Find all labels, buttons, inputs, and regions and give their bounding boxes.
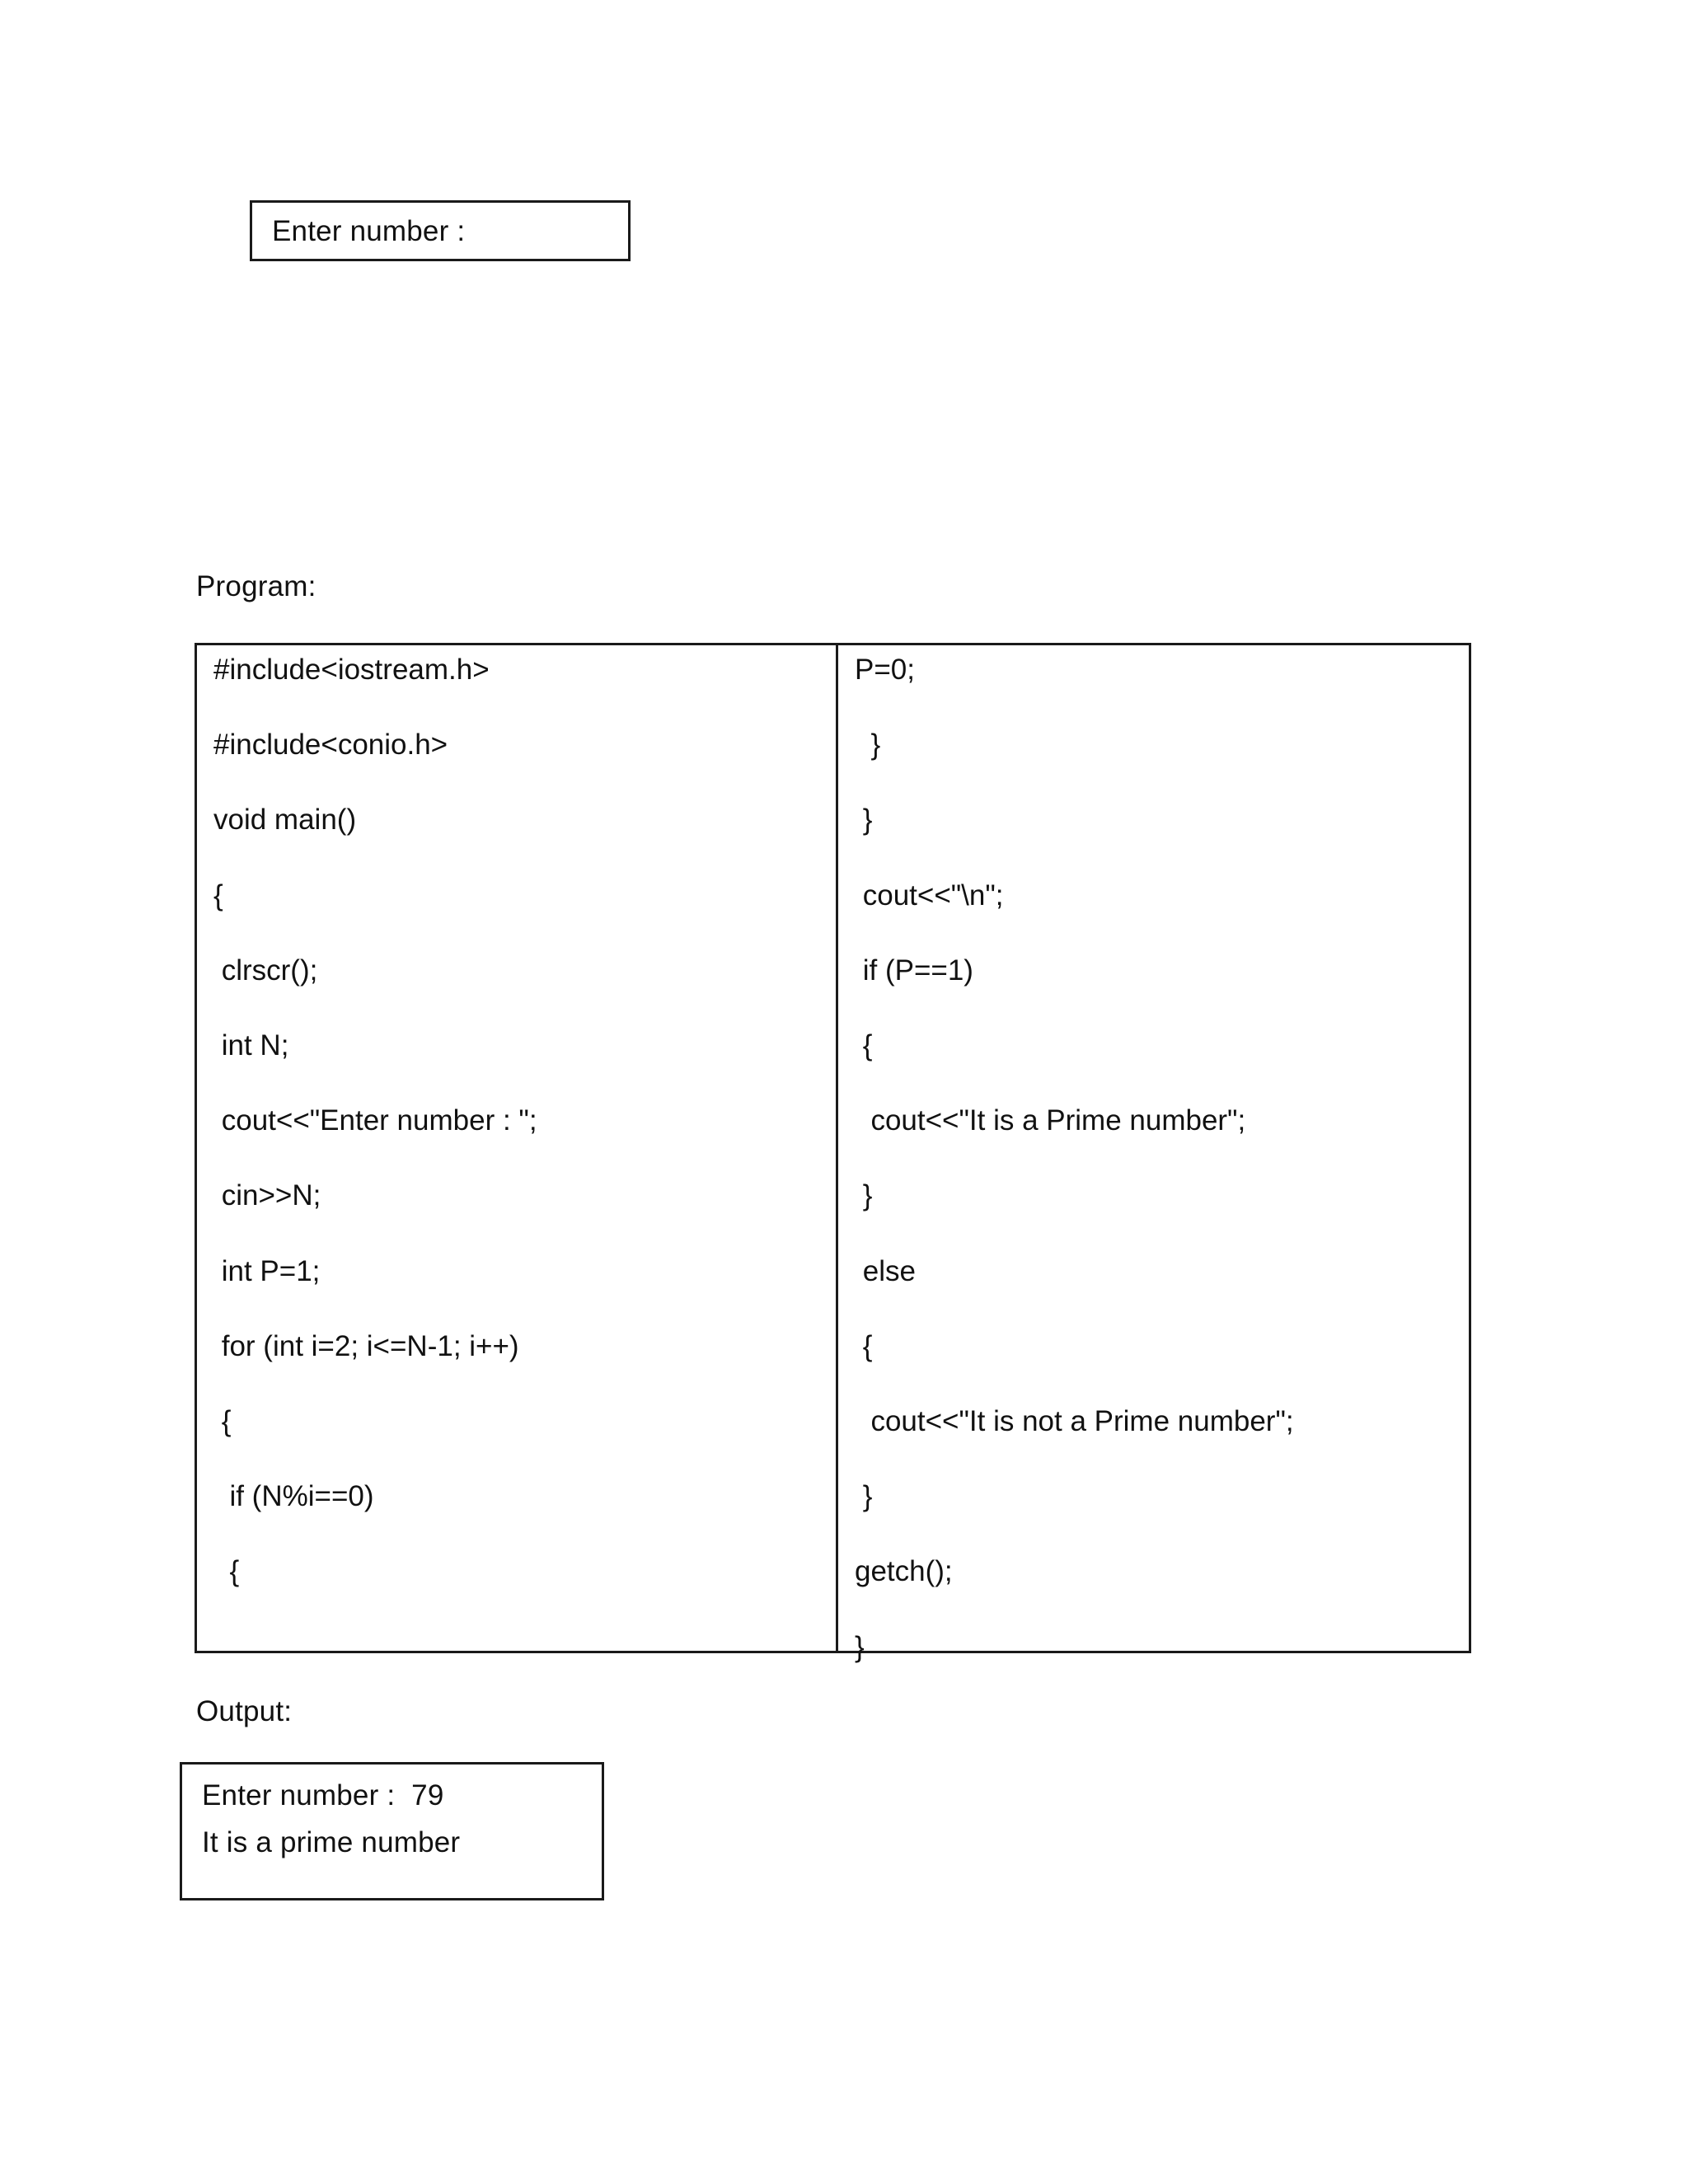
code-line: { (213, 1555, 240, 1588)
output-heading: Output: (196, 1695, 293, 1727)
code-line: clrscr(); (213, 954, 318, 987)
code-line: cout<<"It is not a Prime number"; (855, 1405, 1294, 1437)
code-line: if (N%i==0) (213, 1480, 374, 1513)
code-line: cout<<"Enter number : "; (213, 1104, 537, 1137)
output-box (180, 1762, 604, 1900)
code-line: else (855, 1254, 916, 1287)
code-table (195, 643, 1471, 1663)
code-line: { (213, 879, 223, 912)
code-line: for (int i=2; i<=N-1; i++) (213, 1329, 519, 1362)
input-prompt-box (250, 200, 631, 261)
code-line: cout<<"It is a Prime number"; (855, 1104, 1246, 1137)
code-line: } (855, 1179, 873, 1212)
code-line: { (213, 1405, 232, 1437)
code-line: } (855, 1630, 865, 1663)
code-line: } (855, 729, 881, 762)
code-line: { (855, 1329, 873, 1362)
code-line: } (855, 804, 873, 837)
code-column-left (197, 645, 836, 1651)
output-line-2: It is a prime number (202, 1826, 461, 1858)
code-line: #include<iostream.h> (213, 654, 490, 686)
code-line: P=0; (855, 654, 915, 686)
code-line: int P=1; (213, 1254, 321, 1287)
code-line: void main() (213, 804, 357, 837)
output-line-1: Enter number : 79 (202, 1779, 444, 1811)
code-column-right (838, 645, 1471, 1663)
program-heading: Program: (196, 570, 316, 602)
input-prompt-text: Enter number : (272, 215, 466, 247)
code-line: cin>>N; (213, 1179, 321, 1212)
code-line: { (855, 1029, 873, 1062)
code-line: cout<<"\n"; (855, 879, 1004, 912)
code-line: if (P==1) (855, 954, 973, 987)
code-line: } (855, 1480, 873, 1513)
code-line: #include<conio.h> (213, 729, 448, 762)
code-line: getch(); (855, 1555, 953, 1588)
code-line: int N; (213, 1029, 289, 1062)
